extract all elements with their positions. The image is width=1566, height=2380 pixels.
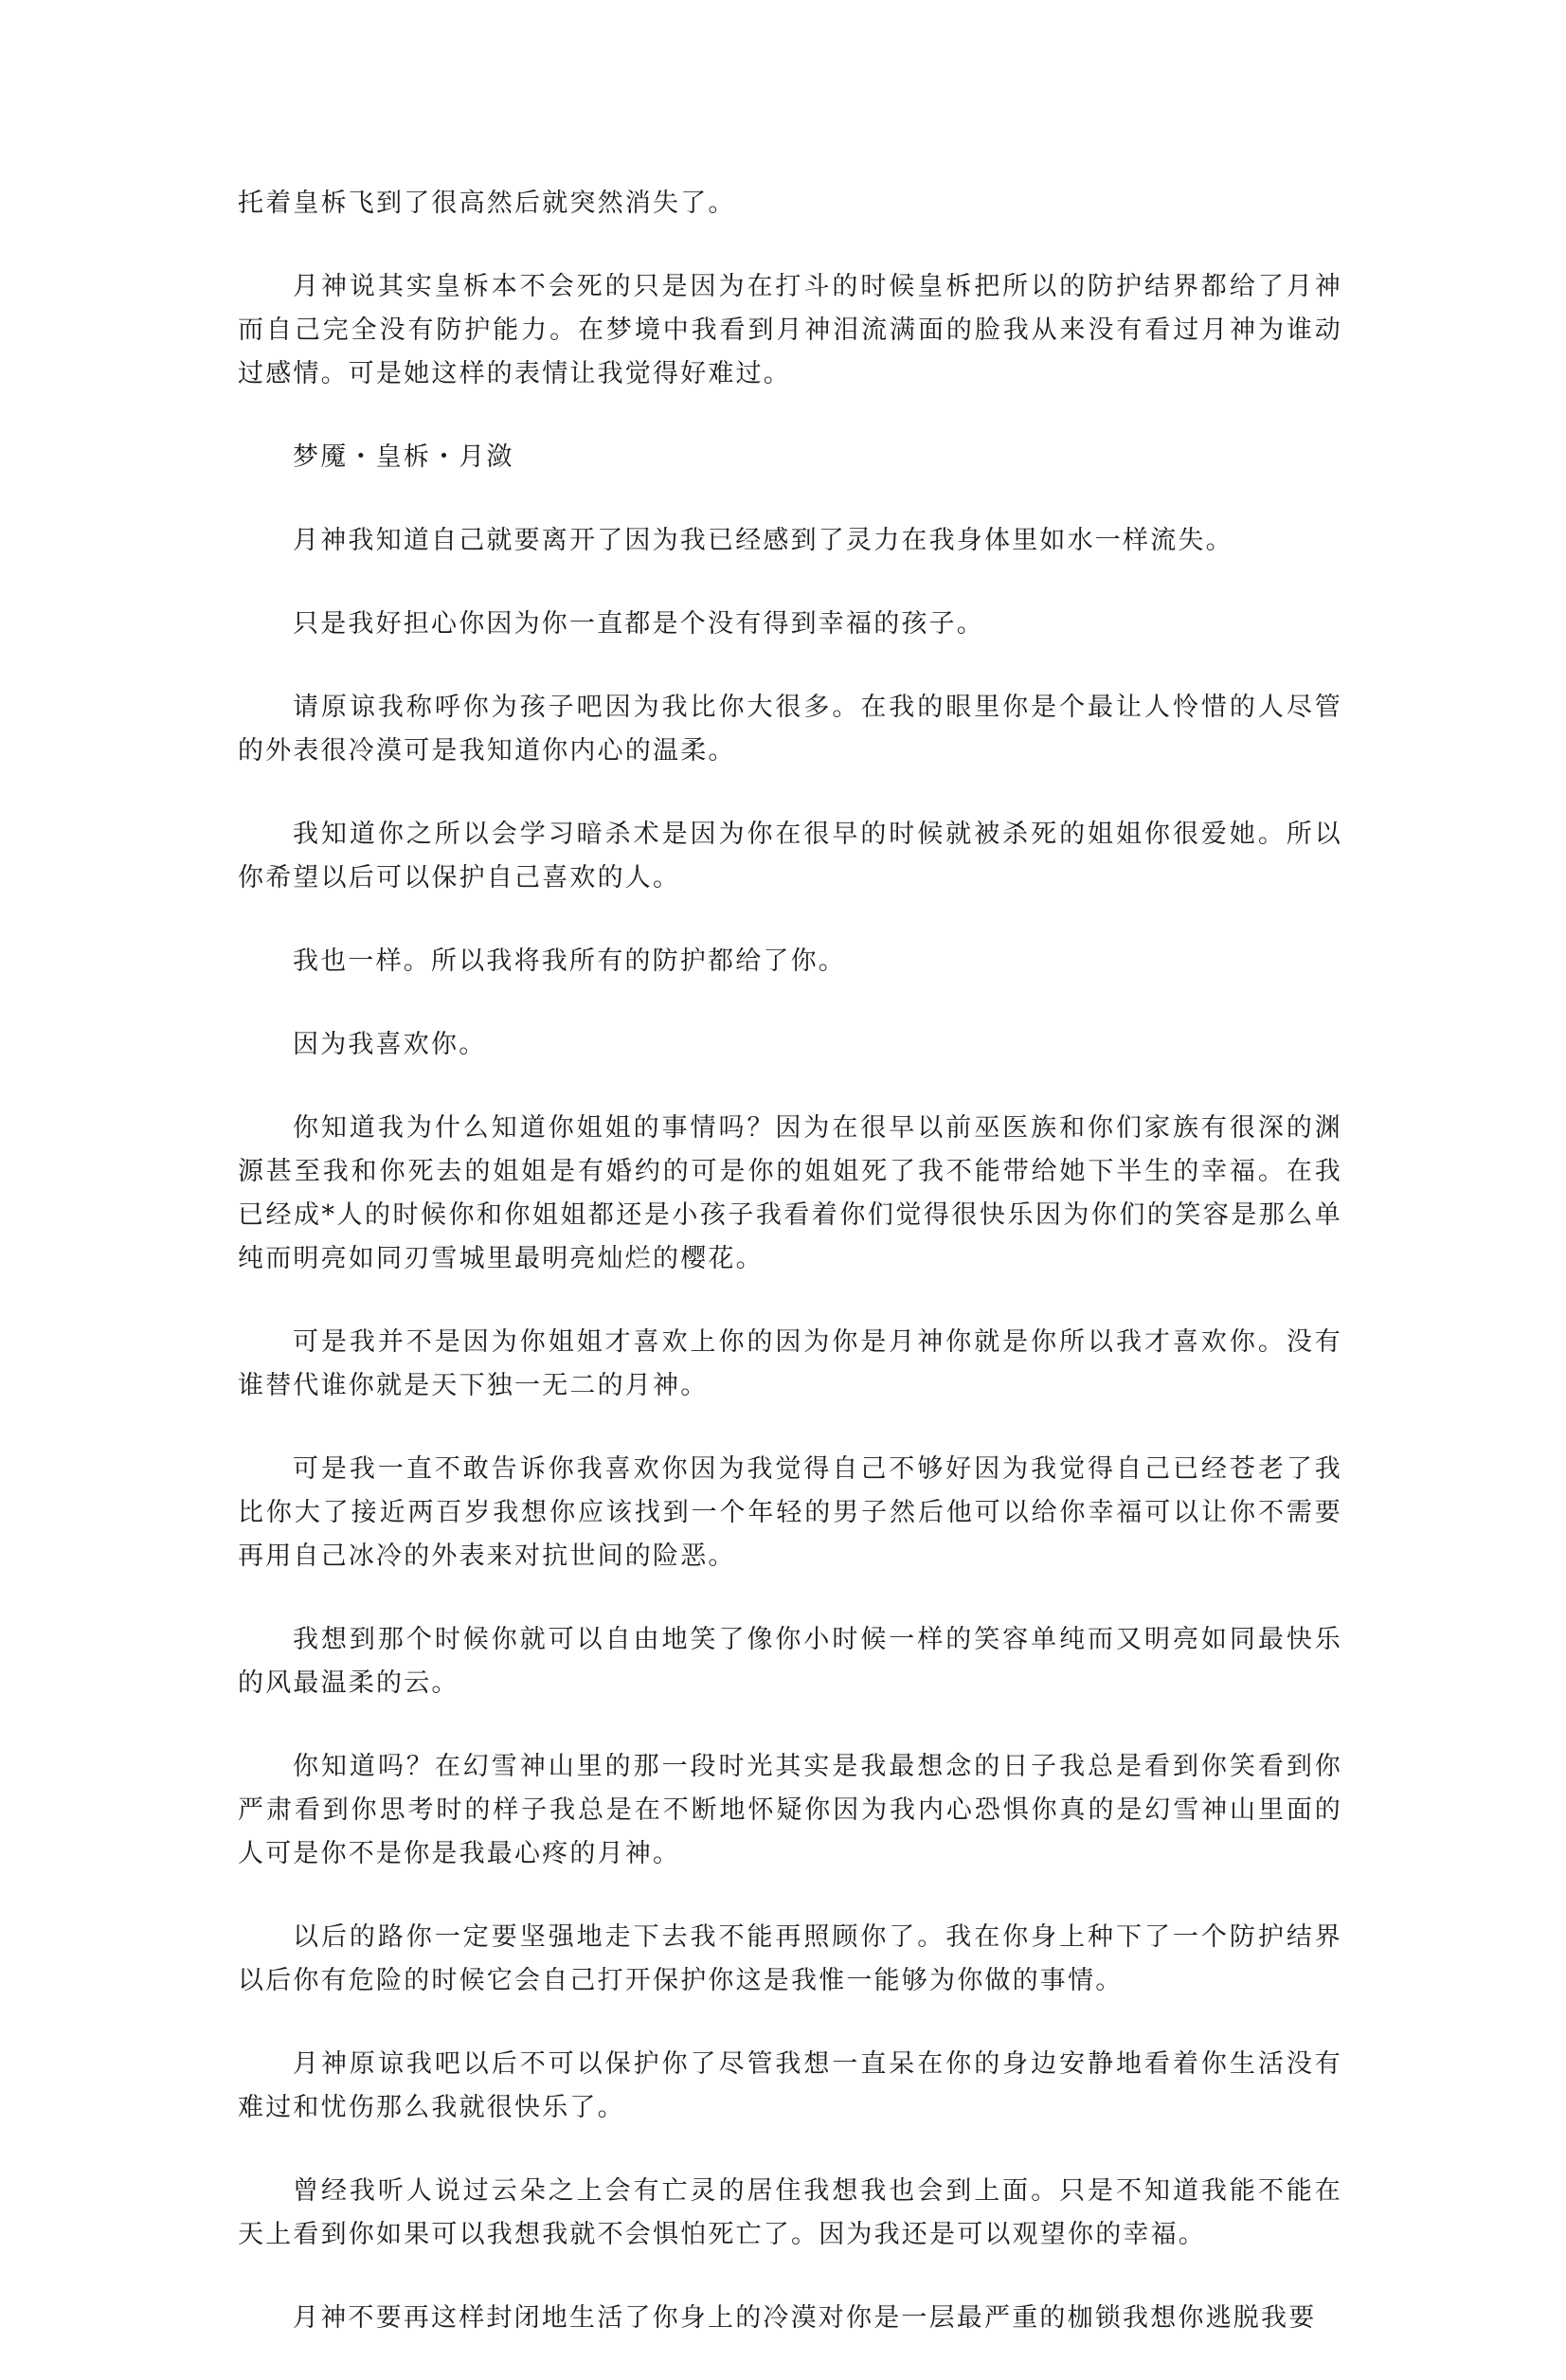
- paragraph: 月神原谅我吧以后不可以保护你了尽管我想一直呆在你的身边安静地看着你生活没有难过和忧伤那么我就很快乐了。: [238, 2049, 1342, 2122]
- paragraph: 曾经我听人说过云朵之上会有亡灵的居住我想我也会到上面。只是不知道我能不能在天上看到你如果可以我想我就不会惧怕死亡了。因为我还是可以观望你的幸福。: [238, 2176, 1342, 2249]
- paragraph: 月神不要再这样封闭地生活了你身上的冷漠对你是一层最严重的枷锁我想你逃脱我要: [293, 2303, 1317, 2333]
- paragraph: 以后的路你一定要坚强地走下去我不能再照顾你了。我在你身上种下了一个防护结界以后你有危险的时候它会自己打开保护你这是我惟一能够为你做的事情。: [238, 1922, 1342, 1995]
- paragraph: 我知道你之所以会学习暗杀术是因为你在很早的时候就被杀死的姐姐你很爱她。所以你希望以后可以保护自己喜欢的人。: [238, 820, 1342, 892]
- document-body: [238, 182, 1342, 2380]
- paragraph: 月神说其实皇柝本不会死的只是因为在打斗的时候皇柝把所以的防护结界都给了月神而自己完全没有防护能力。在梦境中我看到月神泪流满面的脸我从来没有看过月神为谁动过感情。可是她这样的表情让我觉得好难过。: [238, 272, 1342, 388]
- paragraph: 可是我一直不敢告诉你我喜欢你因为我觉得自己不够好因为我觉得自己已经苍老了我比你大了接近两百岁我想你应该找到一个年轻的男子然后他可以给你幸福可以让你不需要再用自己冰冷的外表来对抗世间的险恶。: [238, 1454, 1342, 1571]
- paragraph: 托着皇柝飞到了很高然后就突然消失了。: [238, 189, 736, 218]
- paragraph: 只是我好担心你因为你一直都是个没有得到幸福的孩子。: [293, 609, 984, 639]
- paragraph: 可是我并不是因为你姐姐才喜欢上你的因为你是月神你就是你所以我才喜欢你。没有谁替代谁你就是天下独一无二的月神。: [238, 1327, 1342, 1400]
- paragraph: 请原谅我称呼你为孩子吧因为我比你大很多。在我的眼里你是个最让人怜惜的人尽管的外表很冷漠可是我知道你内心的温柔。: [238, 693, 1342, 766]
- paragraph: 你知道吗？在幻雪神山里的那一段时光其实是我最想念的日子我总是看到你笑看到你严肃看到你思考时的样子我总是在不断地怀疑你因为我内心恐惧你真的是幻雪神山里面的人可是你不是你是我最心疼的月神。: [238, 1752, 1342, 1868]
- paragraph: 因为我喜欢你。: [293, 1030, 487, 1059]
- paragraph: 我也一样。所以我将我所有的防护都给了你。: [293, 947, 846, 976]
- paragraph: 月神我知道自己就要离开了因为我已经感到了灵力在我身体里如水一样流失。: [293, 526, 1233, 555]
- paragraph: 你知道我为什么知道你姐姐的事情吗？因为在很早以前巫医族和你们家族有很深的渊源甚至我和你死去的姐姐是有婚约的可是你的姐姐死了我不能带给她下半生的幸福。在我已经成*人的时候你和你姐姐都还是小孩子我看着你们觉得很快乐因为你们的笑容是那么单纯而明亮如同刃雪城里最明亮灿烂的樱花。: [238, 1113, 1342, 1273]
- section-heading: 梦魇・皇柝・月潋: [293, 442, 514, 472]
- paragraph: 我想到那个时候你就可以自由地笑了像你小时候一样的笑容单纯而又明亮如同最快乐的风最温柔的云。: [238, 1625, 1342, 1698]
